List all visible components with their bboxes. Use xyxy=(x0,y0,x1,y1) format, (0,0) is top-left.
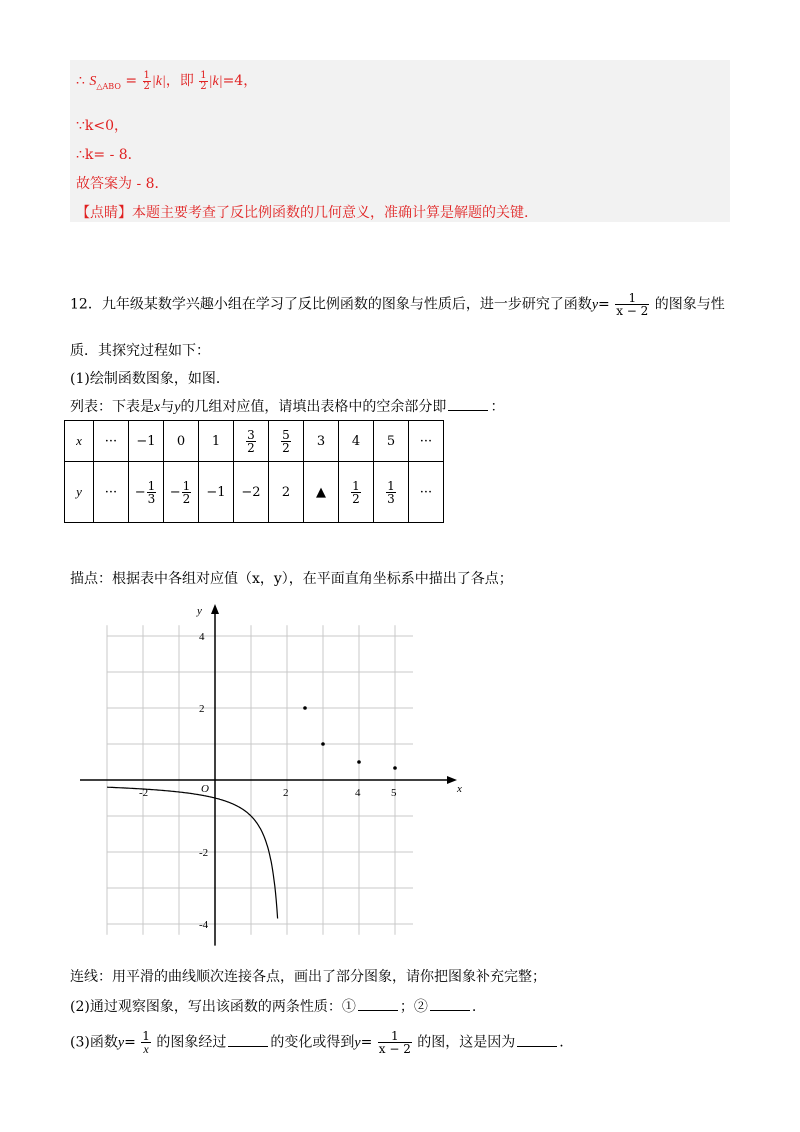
plotted-point xyxy=(321,742,325,746)
table-y-cell: $\frac{1}{3}$ xyxy=(374,462,409,523)
table-row-y xyxy=(65,462,444,523)
coordinate-graph xyxy=(80,600,462,940)
table-x-cell: 4 xyxy=(339,421,374,462)
comment-tag: 【点睛】 xyxy=(76,205,132,221)
table-x-cell: 5 xyxy=(374,421,409,462)
table-y-cell: − $\frac{1}{2}$ xyxy=(164,462,199,523)
question-intro: 12．九年级某数学兴趣小组在学习了反比例函数的图象与性质后，进一步研究了函数y= $\frac{1}{x - 2}$ 的图象与性 xyxy=(70,291,725,318)
graph-axes xyxy=(80,604,457,946)
x-tick-label: 4 xyxy=(355,787,361,799)
table-y-cell: $\frac{1}{2}$ xyxy=(339,462,374,523)
table-y-cell: −1 xyxy=(199,462,234,523)
plotted-point xyxy=(303,706,307,710)
table-y-cell: − $\frac{1}{3}$ xyxy=(129,462,164,523)
table-x-cell: $\frac{3}{2}$ xyxy=(234,421,269,462)
table-x-cell: −1 xyxy=(129,421,164,462)
table-y-cell: −2 xyxy=(234,462,269,523)
part1-heading: (1)绘制函数图象，如图． xyxy=(70,371,230,387)
y-tick-label: -4 xyxy=(199,919,209,931)
table-row-x xyxy=(65,421,444,462)
connect-instruction: 连线：用平滑的曲线顺次连接各点，画出了部分图象，请你把图象补充完整； xyxy=(70,969,546,985)
table-x-cell: 0 xyxy=(164,421,199,462)
question-intro-cont: 质．其探究过程如下： xyxy=(70,343,210,359)
y-axis-arrow xyxy=(211,604,219,614)
graph-points xyxy=(303,706,397,770)
solution-box xyxy=(70,60,730,222)
table-y-cell: y xyxy=(65,462,94,523)
part3: (3)函数y= $\frac{1}{x}$ 的图象经过 的变化或得到y= $\frac{1}{x - 2}$ 的图，这是因为 . xyxy=(70,1029,564,1056)
plotted-point xyxy=(393,766,397,770)
answer-blank-transform[interactable] xyxy=(228,1034,268,1047)
plotted-point xyxy=(357,760,361,764)
solution-line-area: ∴ $S_{\triangle ABO}$ = $\frac{1}{2}$ |k|，即 $\frac{1}{2}$ |k|=4， xyxy=(76,69,258,92)
table-x-cell: ··· xyxy=(94,421,129,462)
table-y-cell: ··· xyxy=(409,462,444,523)
table-x-cell: x xyxy=(65,421,94,462)
graph-curve xyxy=(107,787,278,918)
answer-blank-reason[interactable] xyxy=(517,1034,557,1047)
part2: (2)通过观察图象，写出该函数的两条性质：① ；② . xyxy=(70,999,477,1015)
y-tick-label: 2 xyxy=(199,703,205,715)
curve-left-branch xyxy=(107,787,278,918)
x-tick-label: 2 xyxy=(283,787,289,799)
answer-blank-property1[interactable] xyxy=(358,998,398,1011)
table-x-cell: 1 xyxy=(199,421,234,462)
describe-points: 描点：根据表中各组对应值（x，y），在平面直角坐标系中描出了各点； xyxy=(70,571,513,587)
table-x-cell: ··· xyxy=(409,421,444,462)
origin-label: O xyxy=(201,783,209,795)
x-tick-label: -2 xyxy=(139,787,149,799)
y-axis-label: y xyxy=(197,605,202,617)
value-table xyxy=(64,420,444,523)
solution-line-comment xyxy=(76,202,528,222)
solution-line-answer: 故答案为 - 8． xyxy=(76,176,169,192)
table-y-cell: ▲ xyxy=(304,462,339,523)
graph-tick-labels xyxy=(139,605,462,931)
solution-line-k-negative: ∵k<0， xyxy=(76,118,129,134)
y-tick-label: 4 xyxy=(199,631,205,643)
list-instruction: 列表：下表是x与y的几组对应值，请填出表格中的空余部分即 ： xyxy=(70,399,505,415)
answer-blank-table[interactable] xyxy=(448,398,488,411)
x-axis-label: x xyxy=(457,783,462,795)
solution-line-k-value: ∴k= - 8． xyxy=(76,147,142,163)
table-y-cell: 2 xyxy=(269,462,304,523)
x-tick-label: 5 xyxy=(391,787,397,799)
comment-text: 本题主要考查了反比例函数的几何意义，准确计算是解题的关键. xyxy=(132,205,529,221)
answer-blank-property2[interactable] xyxy=(430,998,470,1011)
x-axis-arrow xyxy=(447,776,457,784)
table-x-cell: 3 xyxy=(304,421,339,462)
y-tick-label: -2 xyxy=(199,847,209,859)
table-y-cell: ··· xyxy=(94,462,129,523)
table-x-cell: $\frac{5}{2}$ xyxy=(269,421,304,462)
